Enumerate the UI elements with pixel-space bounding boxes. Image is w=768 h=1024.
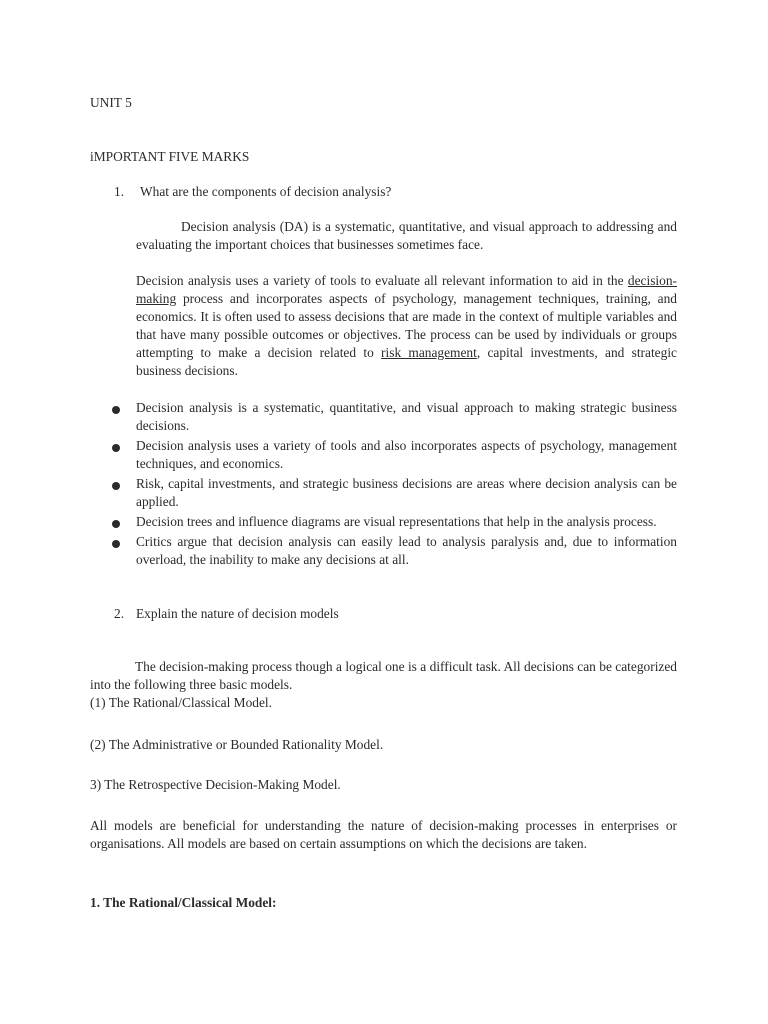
section-title: iMPORTANT FIVE MARKS xyxy=(90,149,250,164)
paragraph: All models are beneficial for understanding the nature of decision-making processes in enterprises or organisations. All models are based on certain assumptions on which the decisions are taken. xyxy=(90,818,677,851)
bullet-icon xyxy=(112,406,120,414)
bullet-list xyxy=(112,399,677,571)
bullet-icon xyxy=(112,540,120,548)
list-item xyxy=(112,533,677,569)
list-item xyxy=(112,399,677,435)
list-item xyxy=(112,437,677,473)
paragraph: The decision-making process though a logical one is a difficult task. All decisions can be categorized into the following three basic models. xyxy=(90,659,677,692)
risk-management-link[interactable]: risk management xyxy=(381,345,477,360)
list-item xyxy=(112,475,677,511)
section-heading: 1. The Rational/Classical Model: xyxy=(90,895,277,910)
question-text: Explain the nature of decision models xyxy=(136,606,339,621)
list-item-text: Decision trees and influence diagrams are visual representations that help in the analysis process. xyxy=(136,514,657,529)
list-item xyxy=(112,513,677,531)
paragraph: Decision analysis (DA) is a systematic, quantitative, and visual approach to addressing and evaluating the important choices that businesses sometimes face. xyxy=(136,219,677,252)
decision-making-link[interactable]: decision-making xyxy=(136,273,677,306)
list-item-text: Risk, capital investments, and strategic business decisions are areas where decision analysis can be applied. xyxy=(136,476,677,509)
bullet-icon xyxy=(112,520,120,528)
bullet-icon xyxy=(112,482,120,490)
bullet-icon xyxy=(112,444,120,452)
paragraph-text: process and incorporates aspects of psychology, management techniques, training, and economics. It is often used to assess decisions that are made in the context of multiple variables and that have many possible outcomes or objectives. The process can be used by individuals or groups attempting to make a decision related to xyxy=(136,291,677,360)
model-item: (2) The Administrative or Bounded Rationality Model. xyxy=(90,737,384,752)
paragraph xyxy=(136,272,677,380)
list-item-text: Critics argue that decision analysis can easily lead to analysis paralysis and, due to information overload, the inability to make any decisions at all. xyxy=(136,534,677,567)
model-item: (1) The Rational/Classical Model. xyxy=(90,695,272,710)
list-item-text: Decision analysis uses a variety of tools and also incorporates aspects of psychology, management techniques, and economics. xyxy=(136,438,677,471)
paragraph-text: , capital investments, and strategic business decisions. xyxy=(136,345,677,378)
question-text: What are the components of decision analysis? xyxy=(140,184,392,199)
unit-title: UNIT 5 xyxy=(90,95,132,110)
list-item-text: Decision analysis is a systematic, quantitative, and visual approach to making strategic business decisions. xyxy=(136,400,677,433)
question-number: 2. xyxy=(114,606,125,621)
question-number: 1. xyxy=(114,184,125,199)
paragraph-text: Decision analysis uses a variety of tools to evaluate all relevant information to aid in the xyxy=(136,273,628,288)
model-item: 3) The Retrospective Decision-Making Model. xyxy=(90,777,341,792)
